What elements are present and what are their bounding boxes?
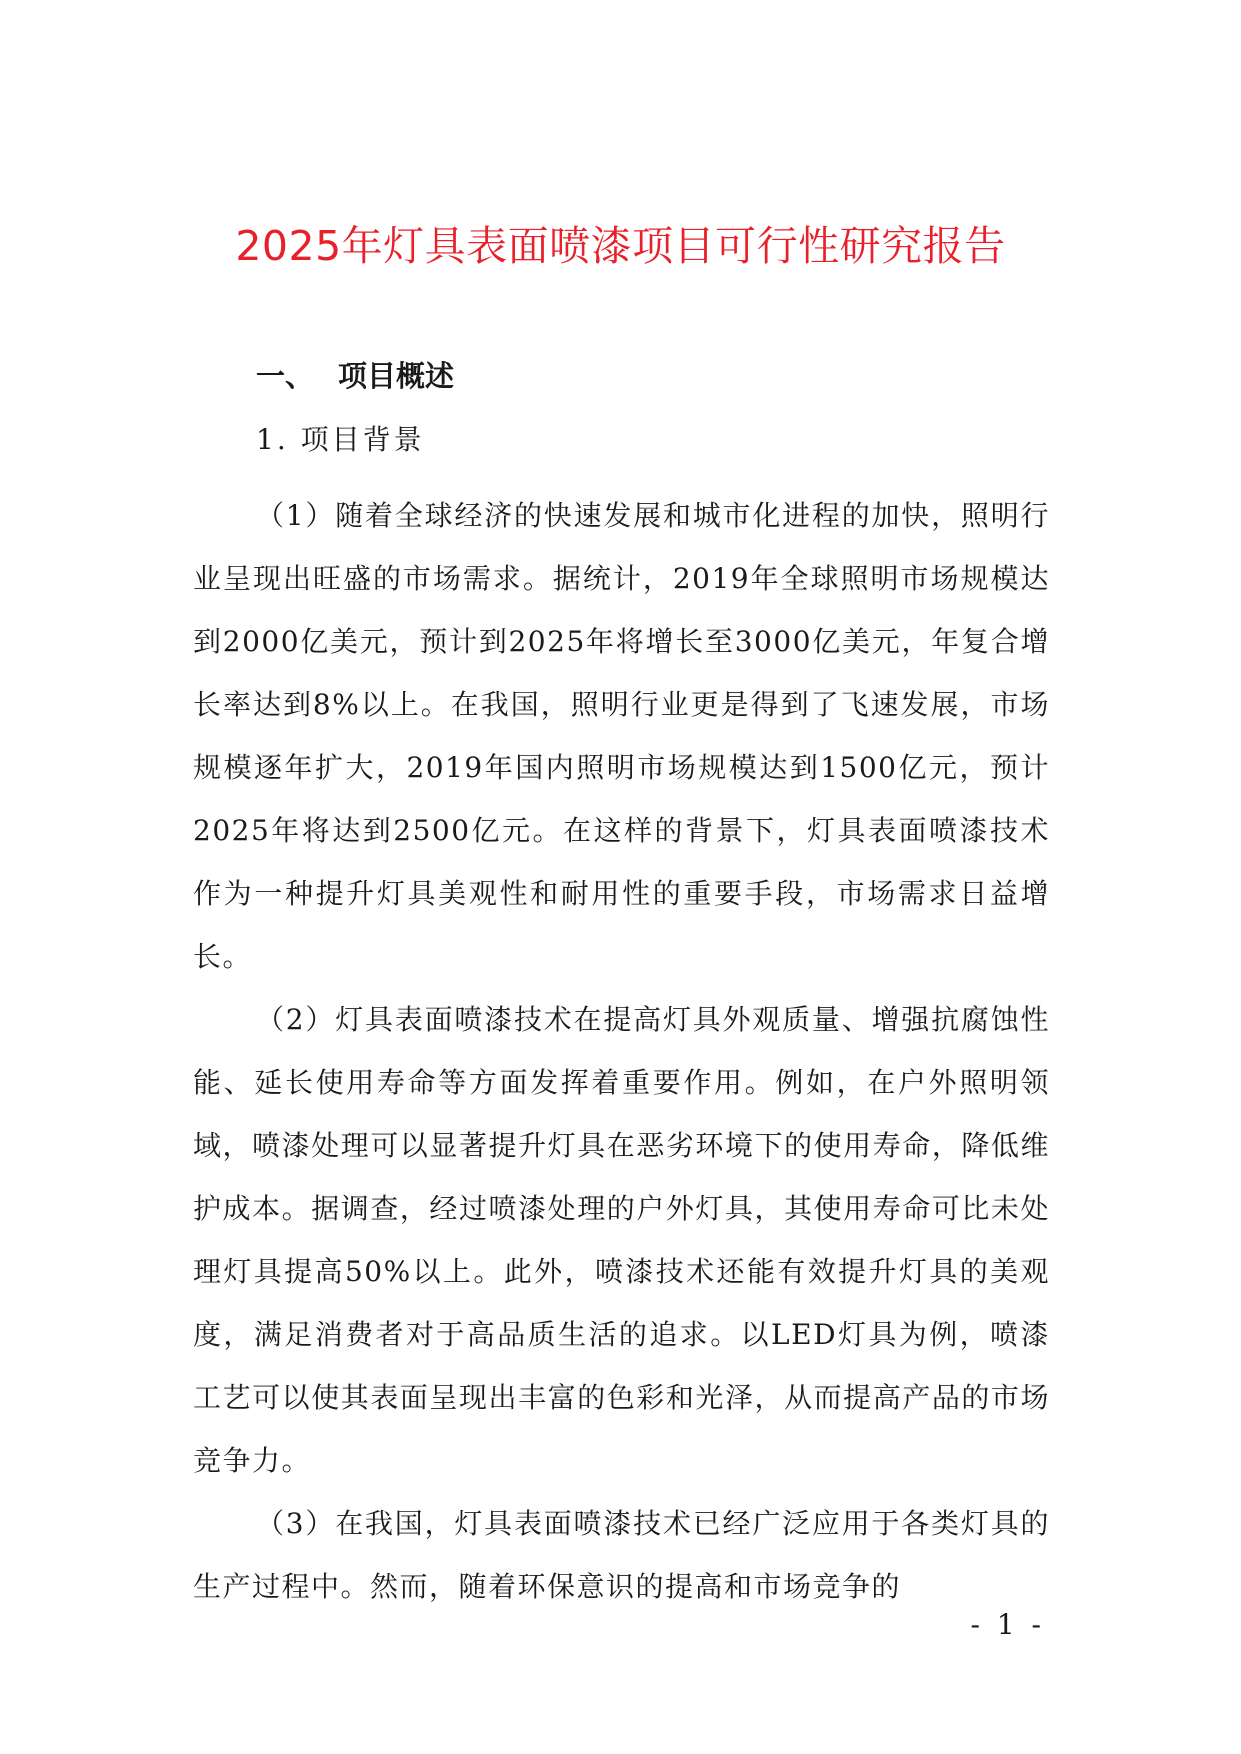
subsection-heading: 1. 项目背景 xyxy=(256,423,425,456)
paragraph-1: （1）随着全球经济的快速发展和城市化进程的加快，照明行业呈现出旺盛的市场需求。据统计，2019年全球照明市场规模达到2000亿美元，预计到2025年将增长至3000亿美元，年复合增长率达到8%以上。在我国，照明行业更是得到了飞速发展，市场规模逐年扩大，2019年国内照明市场规模达到1500亿元，预计2025年将达到2500亿元。在这样的背景下，灯具表面喷漆技术作为一种提升灯具美观性和耐用性的重要手段，市场需求日益增长。 xyxy=(193,499,1050,973)
paragraph-3: （3）在我国，灯具表面喷漆技术已经广泛应用于各类灯具的生产过程中。然而，随着环保意识的提高和市场竞争的 xyxy=(193,1507,1050,1603)
document-title: 2025年灯具表面喷漆项目可行性研究报告 xyxy=(235,222,1006,270)
section-title: 项目概述 xyxy=(338,359,455,393)
document-body xyxy=(193,484,1050,1618)
page-number: - 1 - xyxy=(970,1608,1045,1641)
section-number: 一、 xyxy=(256,359,315,393)
paragraph-2: （2）灯具表面喷漆技术在提高灯具外观质量、增强抗腐蚀性能、延长使用寿命等方面发挥着重要作用。例如，在户外照明领域，喷漆处理可以显著提升灯具在恶劣环境下的使用寿命，降低维护成本。据调查，经过喷漆处理的户外灯具，其使用寿命可比未处理灯具提高50%以上。此外，喷漆技术还能有效提升灯具的美观度，满足消费者对于高品质生活的追求。以LED灯具为例，喷漆工艺可以使其表面呈现出丰富的色彩和光泽，从而提高产品的市场竞争力。 xyxy=(193,1003,1050,1477)
section-heading xyxy=(256,356,454,396)
